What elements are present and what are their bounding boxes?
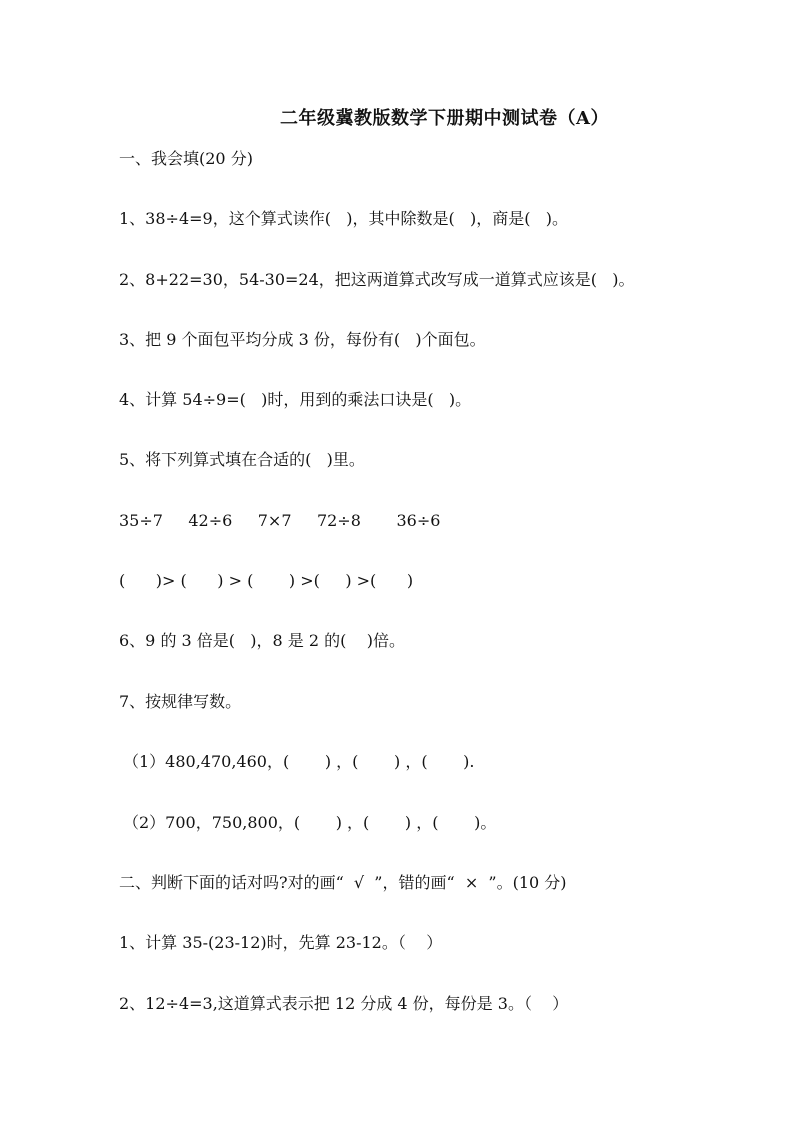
section-1-heading: 一、我会填(20 分) xyxy=(119,149,253,168)
question-1-3: 3、把 9 个面包平均分成 3 份，每份有( )个面包。 xyxy=(119,330,486,349)
question-1-7-part-2: （2）700，750,800，( ) ，( ) ，( )。 xyxy=(123,813,497,832)
question-2-1: 1、计算 35-(23-12)时，先算 23-12。（ ） xyxy=(119,933,443,952)
section-2-heading: 二、判断下面的话对吗?对的画“ √ ”，错的画“ × ”。(10 分) xyxy=(119,873,567,892)
question-1-4: 4、计算 54÷9=( )时，用到的乘法口诀是( )。 xyxy=(119,390,472,409)
question-1-1: 1、38÷4=9，这个算式读作( )，其中除数是( )，商是( )。 xyxy=(119,209,568,228)
question-1-5-blanks: ( )> ( ) > ( ) >( ) >( ) xyxy=(119,571,414,590)
question-1-7: 7、按规律写数。 xyxy=(119,692,242,711)
question-2-2: 2、12÷4=3,这道算式表示把 12 分成 4 份，每份是 3。（ ） xyxy=(119,994,569,1013)
question-1-6: 6、9 的 3 倍是( )，8 是 2 的( )倍。 xyxy=(119,631,405,650)
exam-title: 二年级冀教版数学下册期中测试卷（A） xyxy=(280,108,609,129)
question-1-2: 2、8+22=30，54-30=24，把这两道算式改写成一道算式应该是( )。 xyxy=(119,270,635,289)
question-1-7-part-1: （1）480,470,460，( ) ，( ) ，( ). xyxy=(123,752,475,771)
question-1-5: 5、将下列算式填在合适的( )里。 xyxy=(119,450,365,469)
question-1-5-expressions: 35÷7 42÷6 7×7 72÷8 36÷6 xyxy=(119,511,441,530)
